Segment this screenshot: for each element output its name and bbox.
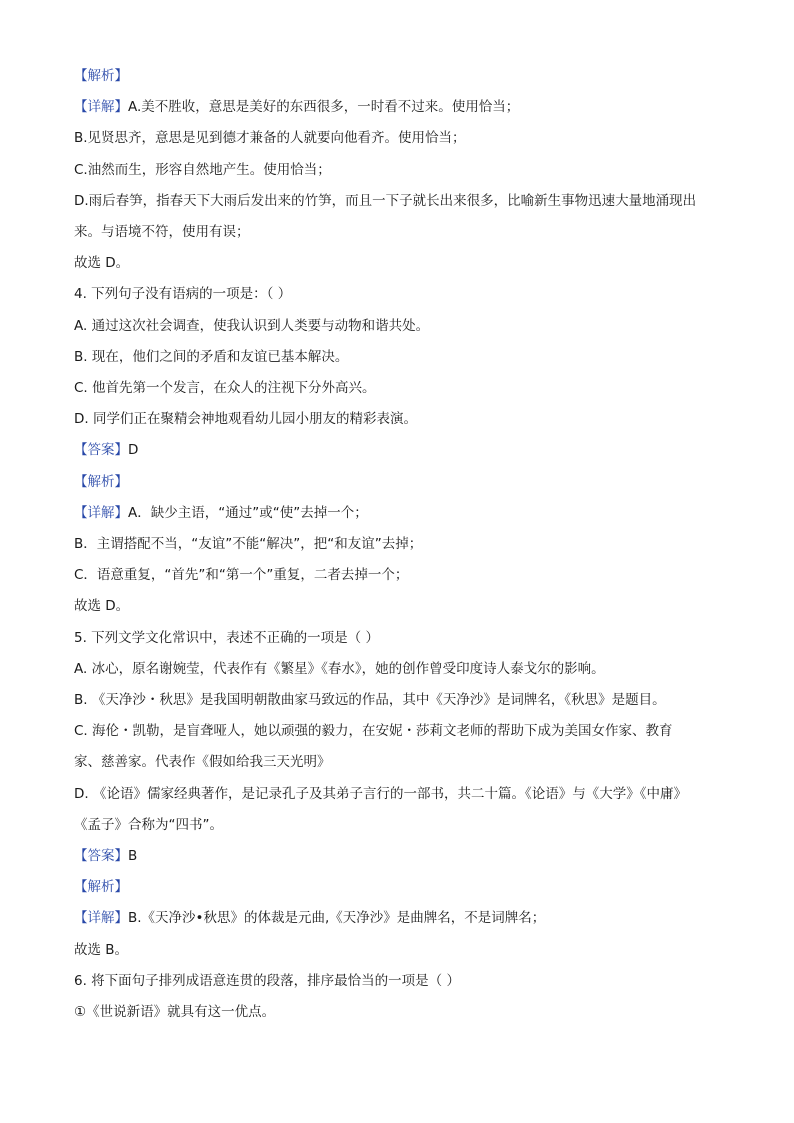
section-tag: 【解析】 xyxy=(74,473,128,490)
line-text: 故选 B。 xyxy=(74,941,129,958)
text-line xyxy=(74,253,724,273)
text-line xyxy=(74,128,724,148)
text-line xyxy=(74,721,724,741)
line-text: D.雨后春笋，指春天下大雨后发出来的竹笋，而且一下子就长出来很多，比喻新生事物迅速大量地涌现出 xyxy=(74,192,697,209)
line-text: 《孟子》合称为“四书”。 xyxy=(74,816,223,833)
text-line xyxy=(74,316,724,336)
text-line xyxy=(74,440,724,460)
section-tag: 【答案】 xyxy=(74,848,128,864)
line-text: B. 《天净沙・秋思》是我国明朝散曲家马致远的作品，其中《天净沙》是词牌名，《秋思》是题目。 xyxy=(74,692,666,708)
text-line xyxy=(74,472,724,492)
section-tag: 【详解】 xyxy=(74,910,128,927)
line-text: D. 《论语》儒家经典著作，是记录孔子及其弟子言行的一部书，共二十篇。《论语》与《大学》《中庸》 xyxy=(74,785,687,802)
line-text: A.美不胜收，意思是美好的东西很多，一时看不过来。使用恰当； xyxy=(128,99,520,116)
text-line xyxy=(74,659,724,679)
line-text: 4. 下列句子没有语病的一项是：（ ） xyxy=(74,286,292,303)
line-text: 故选 D。 xyxy=(74,255,130,272)
text-line xyxy=(74,347,724,367)
text-line xyxy=(74,222,724,242)
text-line xyxy=(74,971,724,991)
text-line xyxy=(74,596,724,616)
text-line xyxy=(74,565,724,585)
line-text: 6. 将下面句子排列成语意连贯的段落，排序最恰当的一项是（ ） xyxy=(74,972,460,989)
text-line xyxy=(74,752,724,772)
text-line xyxy=(74,409,724,429)
line-text: ①《世说新语》就具有这一优点。 xyxy=(74,1004,276,1020)
line-text: B.见贤思齐，意思是见到德才兼备的人就要向他看齐。使用恰当； xyxy=(74,130,466,147)
line-text: 来。与语境不符，使用有误； xyxy=(74,224,250,240)
line-text: 家、慈善家。代表作《假如给我三天光明》 xyxy=(74,754,331,771)
line-text: A．缺少主语，“通过”或“使”去掉一个； xyxy=(128,504,368,521)
text-line xyxy=(74,503,724,523)
text-line xyxy=(74,784,724,804)
line-text: D. 同学们正在聚精会神地观看幼儿园小朋友的精彩表演。 xyxy=(74,411,417,428)
line-text: D xyxy=(128,442,139,459)
section-tag: 【解析】 xyxy=(74,879,128,896)
line-text: C.油然而生，形容自然地产生。使用恰当； xyxy=(74,161,331,178)
text-line xyxy=(74,534,724,554)
section-tag: 【解析】 xyxy=(74,68,128,84)
line-text: B. 现在，他们之间的矛盾和友谊已基本解决。 xyxy=(74,348,349,365)
text-line xyxy=(74,877,724,897)
line-text: C. 海伦・凯勒，是盲聋哑人，她以顽强的毅力，在安妮・莎莉文老师的帮助下成为美国女作家、教育 xyxy=(74,723,673,740)
text-line xyxy=(74,160,724,180)
text-line xyxy=(74,284,724,304)
text-line xyxy=(74,378,724,398)
line-text: A. 通过这次社会调查，使我认识到人类要与动物和谐共处。 xyxy=(74,317,430,334)
line-text: C. 他首先第一个发言，在众人的注视下分外高兴。 xyxy=(74,380,376,396)
line-text: 故选 D。 xyxy=(74,598,130,615)
line-text: B xyxy=(128,848,138,864)
line-text: A. 冰心，原名谢婉莹，代表作有《繁星》《春水》，她的创作曾受印度诗人泰戈尔的影响。 xyxy=(74,660,605,677)
text-line xyxy=(74,815,724,835)
text-line xyxy=(74,846,724,866)
line-text: B．主谓搭配不当，“友谊”不能“解决”，把“和友谊”去掉； xyxy=(74,536,423,552)
section-tag: 【答案】 xyxy=(74,442,128,459)
text-line xyxy=(74,66,724,86)
text-line xyxy=(74,97,724,117)
section-tag: 【详解】 xyxy=(74,504,128,521)
line-text: B.《天净沙•秋思》的体裁是元曲,《天净沙》是曲牌名，不是词牌名； xyxy=(128,910,546,927)
line-text: C．语意重复，“首先”和“第一个”重复，二者去掉一个； xyxy=(74,567,409,584)
text-line xyxy=(74,940,724,960)
text-line xyxy=(74,1002,724,1022)
text-line xyxy=(74,690,724,710)
line-text: 5. 下列文学文化常识中，表述不正确的一项是（ ） xyxy=(74,629,379,646)
text-line xyxy=(74,628,724,648)
section-tag: 【详解】 xyxy=(74,99,128,116)
text-line xyxy=(74,908,724,928)
text-line xyxy=(74,191,724,211)
